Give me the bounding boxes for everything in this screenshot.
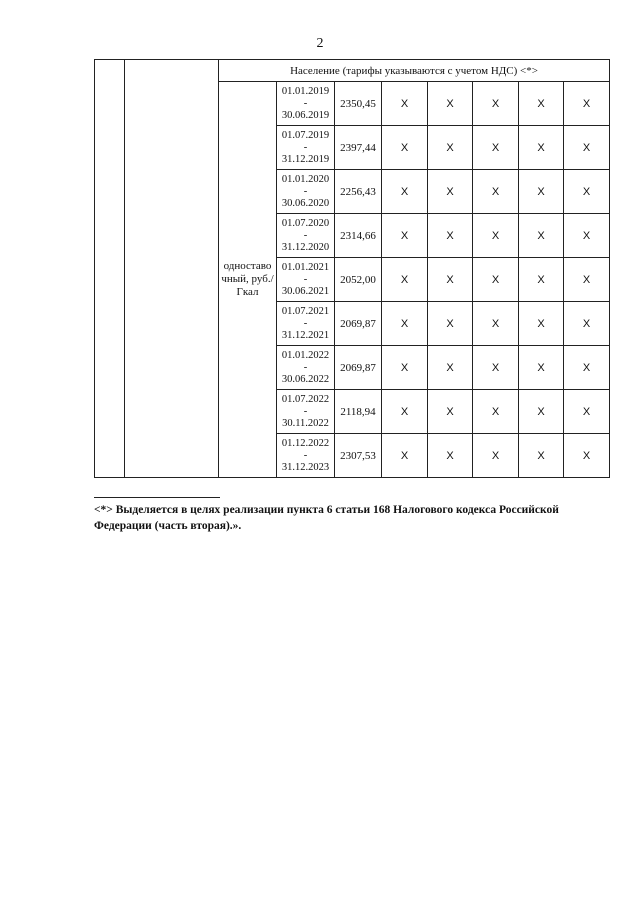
period-to: 31.12.2023 [281, 461, 330, 473]
tariff-value: 2069,87 [335, 346, 382, 390]
x-mark-cell: X [564, 390, 610, 434]
period-sep: - [303, 185, 308, 197]
period-from: 01.07.2020 [281, 217, 330, 229]
tariff-value: 2307,53 [335, 434, 382, 478]
period-cell [277, 126, 335, 170]
x-mark-cell: X [519, 82, 564, 126]
unit-cell: одноставо чный, руб./Гкал [219, 82, 277, 478]
x-mark-cell: X [428, 126, 473, 170]
period-from: 01.01.2019 [281, 85, 330, 97]
x-mark-cell: X [519, 390, 564, 434]
period-sep: - [303, 97, 308, 109]
x-mark-cell: X [519, 258, 564, 302]
period-from: 01.01.2020 [281, 173, 330, 185]
period-cell [277, 82, 335, 126]
period-to: 30.06.2021 [281, 285, 330, 297]
x-mark-cell: X [428, 170, 473, 214]
period-cell [277, 302, 335, 346]
x-mark-cell: X [428, 214, 473, 258]
period-sep: - [303, 317, 308, 329]
period-to: 30.06.2020 [281, 197, 330, 209]
x-mark-cell: X [382, 82, 428, 126]
x-mark-cell: X [428, 390, 473, 434]
x-mark-cell: X [564, 82, 610, 126]
period-sep: - [303, 273, 308, 285]
tariff-value: 2052,00 [335, 258, 382, 302]
x-mark-cell: X [519, 126, 564, 170]
table-header-row [95, 60, 610, 82]
period-cell [277, 170, 335, 214]
x-mark-cell: X [564, 214, 610, 258]
x-mark-cell: X [428, 302, 473, 346]
x-mark-cell: X [382, 390, 428, 434]
tariff-value: 2314,66 [335, 214, 382, 258]
x-mark-cell: X [473, 302, 519, 346]
x-mark-cell: X [382, 170, 428, 214]
x-mark-cell: X [473, 390, 519, 434]
blank-col-2 [125, 60, 219, 478]
period-to: 30.06.2022 [281, 373, 330, 385]
table-body [95, 60, 610, 478]
tariff-value: 2118,94 [335, 390, 382, 434]
x-mark-cell: X [382, 126, 428, 170]
period-cell [277, 214, 335, 258]
x-mark-cell: X [519, 214, 564, 258]
period-sep: - [303, 449, 308, 461]
x-mark-cell: X [428, 258, 473, 302]
x-mark-cell: X [564, 346, 610, 390]
population-header: Население (тарифы указываются с учетом НДС) <*> [219, 60, 610, 82]
x-mark-cell: X [428, 346, 473, 390]
x-mark-cell: X [473, 126, 519, 170]
period-from: 01.07.2022 [281, 393, 330, 405]
period-from: 01.07.2021 [281, 305, 330, 317]
period-cell [277, 258, 335, 302]
x-mark-cell: X [473, 82, 519, 126]
x-mark-cell: X [564, 302, 610, 346]
period-from: 01.07.2019 [281, 129, 330, 141]
tariff-value: 2350,45 [335, 82, 382, 126]
period-sep: - [303, 361, 308, 373]
period-from: 01.12.2022 [281, 437, 330, 449]
x-mark-cell: X [428, 434, 473, 478]
x-mark-cell: X [473, 258, 519, 302]
tariff-value: 2069,87 [335, 302, 382, 346]
period-to: 30.11.2022 [282, 417, 329, 429]
x-mark-cell: X [564, 258, 610, 302]
x-mark-cell: X [473, 170, 519, 214]
period-sep: - [303, 229, 308, 241]
footnote: <*> Выделяется в целях реализации пункта 6 статьи 168 Налогового кодекса Российской Федерации (часть вторая).». [94, 504, 559, 532]
x-mark-cell: X [382, 302, 428, 346]
x-mark-cell: X [519, 346, 564, 390]
x-mark-cell: X [473, 434, 519, 478]
blank-col-1 [95, 60, 125, 478]
period-sep: - [303, 141, 308, 153]
period-to: 31.12.2019 [281, 153, 330, 165]
x-mark-cell: X [382, 434, 428, 478]
period-cell [277, 390, 335, 434]
tariff-table [94, 59, 610, 478]
x-mark-cell: X [382, 346, 428, 390]
x-mark-cell: X [519, 434, 564, 478]
period-from: 01.01.2021 [281, 261, 330, 273]
period-from: 01.01.2022 [281, 349, 330, 361]
x-mark-cell: X [382, 258, 428, 302]
x-mark-cell: X [519, 302, 564, 346]
footnote-rule [94, 497, 220, 498]
period-to: 31.12.2021 [281, 329, 330, 341]
period-to: 30.06.2019 [281, 109, 330, 121]
period-cell [277, 346, 335, 390]
x-mark-cell: X [428, 82, 473, 126]
period-cell [277, 434, 335, 478]
period-to: 31.12.2020 [281, 241, 330, 253]
tariff-value: 2256,43 [335, 170, 382, 214]
x-mark-cell: X [382, 214, 428, 258]
tariff-value: 2397,44 [335, 126, 382, 170]
x-mark-cell: X [473, 214, 519, 258]
period-sep: - [303, 405, 308, 417]
page-number: 2 [316, 36, 324, 51]
x-mark-cell: X [564, 434, 610, 478]
x-mark-cell: X [564, 126, 610, 170]
x-mark-cell: X [473, 346, 519, 390]
x-mark-cell: X [519, 170, 564, 214]
x-mark-cell: X [564, 170, 610, 214]
